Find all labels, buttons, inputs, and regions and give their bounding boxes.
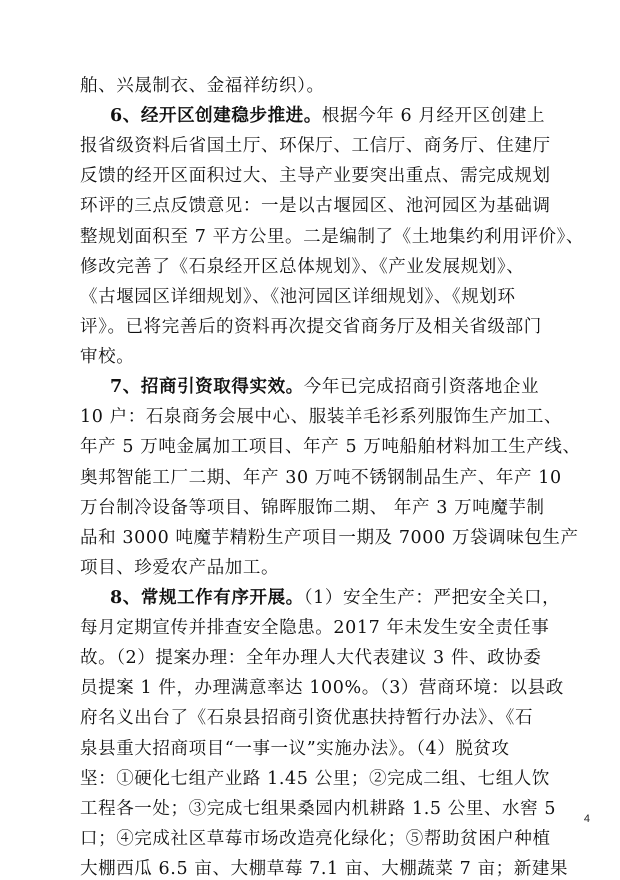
text-line: 每月定期宣传并排查安全隐患。2017 年未发生安全责任事 — [80, 618, 550, 638]
text-line: 审校。 — [80, 347, 135, 367]
text-line: 环评的三点反馈意见：一是以古堰园区、池河园区为基础调 — [80, 196, 551, 216]
page-number: 4 — [583, 813, 590, 825]
text-line: 品和 3000 吨魔芋精粉生产项目一期及 7000 万袋调味包生产 — [80, 528, 579, 548]
text-line: 口；④完成社区草莓市场改造亮化绿化；⑤帮助贫困户种植 — [80, 829, 551, 849]
section-heading: 8、常规工作有序开展。 — [110, 588, 304, 608]
text-line: 报省级资料后省国土厅、环保厅、工信厅、商务厅、住建厅 — [80, 136, 551, 156]
section-heading: 7、招商引资取得实效。 — [110, 377, 304, 397]
text-line: 反馈的经开区面积过大、主导产业要突出重点、需完成规划 — [80, 166, 551, 186]
text-line: 舶、兴晟制衣、金福祥纺织）。 — [80, 76, 325, 96]
text-line: 泉县重大招商项目“一事一议”实施办法》。（4）脱贫攻 — [80, 739, 510, 759]
text-line: 10 户：石泉商务会展中心、服装羊毛衫系列服饰生产加工、 — [80, 407, 563, 427]
text-line: 评》。已将完善后的资料再次提交省商务厅及相关省级部门 — [80, 317, 542, 337]
section-heading: 6、经开区创建稳步推进。 — [110, 106, 322, 126]
text-line: 项目、珍爱农产品加工。 — [80, 558, 280, 578]
text-line: 员提案 1 件，办理满意率达 100%。（3）营商环境：以县政 — [80, 678, 564, 698]
text-line: 修改完善了《石泉经开区总体规划》、《产业发展规划》、 — [80, 257, 525, 277]
paragraph-7-heading-line: 7、招商引资取得实效。今年已完成招商引资落地企业 — [110, 377, 540, 397]
text-line: 奥邦智能工厂二期、年产 30 万吨不锈钢制品生产、年产 10 — [80, 468, 562, 488]
text-line: 整规划面积至 7 平方公里。二是编制了《土地集约利用评价》、 — [80, 227, 585, 247]
text-line: 《古堰园区详细规划》、《池河园区详细规划》、《规划环 — [80, 287, 516, 307]
text-line: 年产 5 万吨金属加工项目、年产 5 万吨船舶材料加工生产线、 — [80, 437, 581, 457]
paragraph-6-heading-line: 6、经开区创建稳步推进。根据今年 6 月经开区创建上 — [110, 106, 546, 126]
text-line: 坚：①硬化七组产业路 1.45 公里；②完成二组、七组人饮 — [80, 769, 550, 789]
paragraph-8-heading-line: 8、常规工作有序开展。（1）安全生产：严把安全关口， — [110, 588, 561, 608]
text-line: 府名义出台了《石泉县招商引资优惠扶持暂行办法》、《石 — [80, 708, 534, 728]
text-line: 工程各一处；③完成七组果桑园内机耕路 1.5 公里、水窖 5 — [80, 799, 557, 819]
text-line: 万台制冷设备等项目、锦晖服饰二期、 年产 3 万吨魔芋制 — [80, 498, 545, 518]
text-line: 大棚西瓜 6.5 亩、大棚草莓 7.1 亩、大棚蔬菜 7 亩；新建果 — [80, 859, 569, 879]
text-line: 故。（2）提案办理：全年办理人大代表建议 3 件、政协委 — [80, 648, 542, 668]
